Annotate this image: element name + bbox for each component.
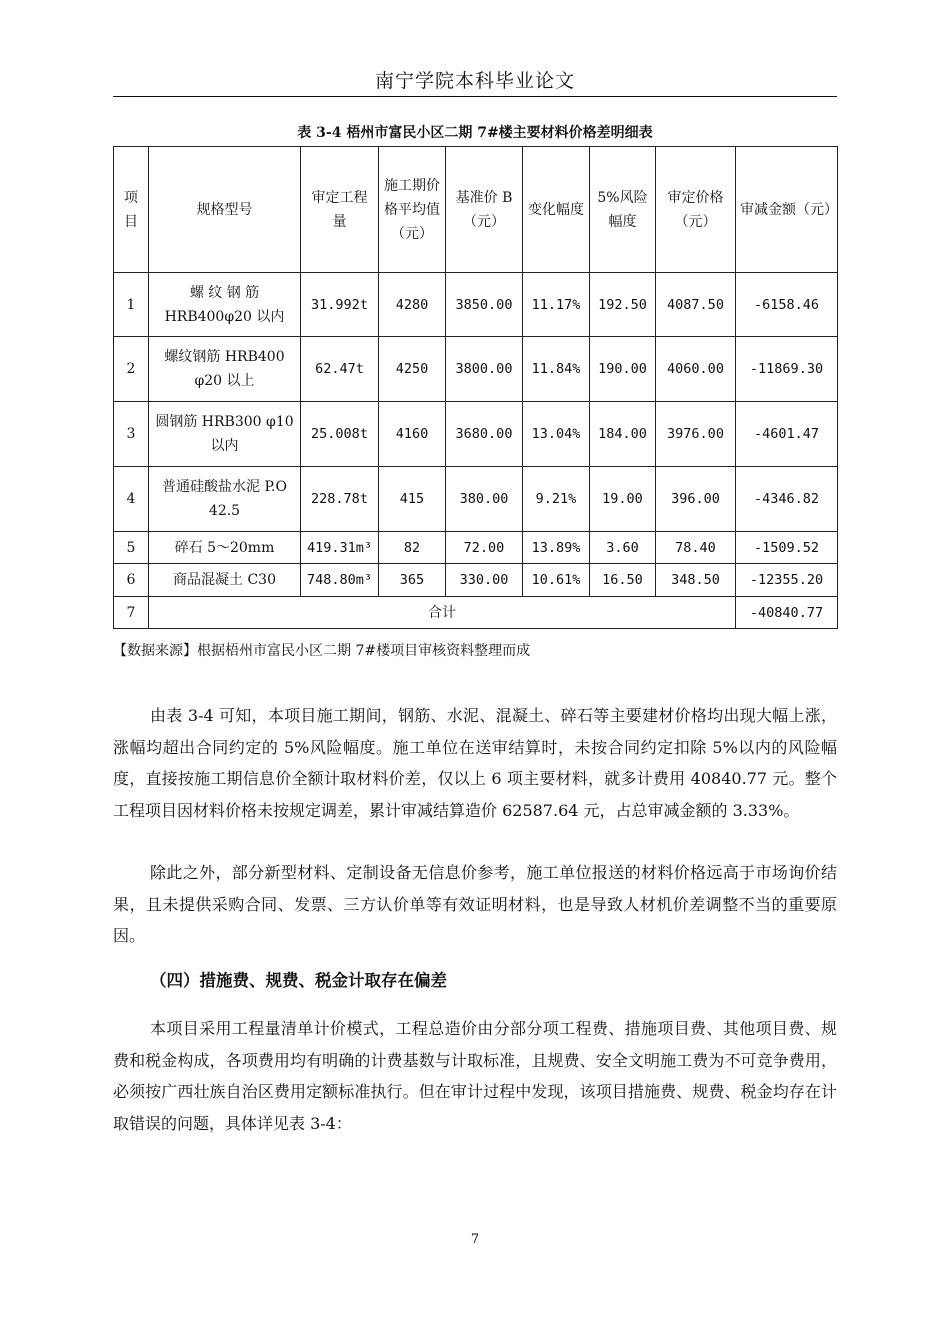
cell-reduction: -4346.82 xyxy=(736,467,838,532)
cell-approved: 348.50 xyxy=(656,564,736,597)
cell-base: 380.00 xyxy=(446,467,523,532)
page-number: 7 xyxy=(470,1232,480,1247)
col-header-base-price: 基准价 B（元） xyxy=(446,147,523,273)
cell-spec: 碎石 5～20mm xyxy=(149,532,301,564)
cell-approved: 78.40 xyxy=(656,532,736,564)
cell-risk: 3.60 xyxy=(590,532,656,564)
cell-period-price: 4160 xyxy=(379,402,446,467)
cell-reduction: -4601.47 xyxy=(736,402,838,467)
cell-spec: 商品混凝土 C30 xyxy=(149,564,301,597)
table-source-note: 【数据来源】根据梧州市富民小区二期 7#楼项目审核资料整理而成 xyxy=(113,643,531,659)
table-row xyxy=(114,564,838,597)
cell-reduction: -11869.30 xyxy=(736,337,838,402)
cell-base: 3850.00 xyxy=(446,273,523,337)
cell-no: 2 xyxy=(114,337,149,402)
cell-spec: 螺纹钢筋 HRB400 φ20 以上 xyxy=(149,337,301,402)
cell-period-price: 4280 xyxy=(379,273,446,337)
cell-period-price: 365 xyxy=(379,564,446,597)
cell-total-reduction: -40840.77 xyxy=(736,597,838,629)
cell-period-price: 415 xyxy=(379,467,446,532)
table-row xyxy=(114,402,838,467)
cell-risk: 184.00 xyxy=(590,402,656,467)
cell-risk: 19.00 xyxy=(590,467,656,532)
paragraph-text: 由表 3-4 可知，本项目施工期间，钢筋、水泥、混凝土、碎石等主要建材价格均出现大幅上涨，涨幅均超出合同约定的 5%风险幅度。施工单位在送审结算时，未按合同约定扣除 5%以内的风险幅度，直接按施工期信息价全额计取材料价差，仅以上 6 项主要材料，就多计费用 40840.77 元。整个工程项目因材料价格未按规定调差，累计审减结算造价 62587.64 元，占总审减金额的 3.33%。 xyxy=(113,706,837,820)
cell-approved: 396.00 xyxy=(656,467,736,532)
cell-no: 5 xyxy=(114,532,149,564)
cell-no: 1 xyxy=(114,273,149,337)
cell-reduction: -1509.52 xyxy=(736,532,838,564)
cell-reduction: -12355.20 xyxy=(736,564,838,597)
table-header-row xyxy=(114,147,838,273)
cell-period-price: 82 xyxy=(379,532,446,564)
paragraph-2 xyxy=(113,857,837,952)
cell-spec: 螺 纹 钢 筋 HRB400φ20 以内 xyxy=(149,273,301,337)
cell-base: 330.00 xyxy=(446,564,523,597)
cell-qty: 228.78t xyxy=(301,467,379,532)
col-header-period-price: 施工期价格平均值（元） xyxy=(379,147,446,273)
header-divider xyxy=(113,96,837,97)
paragraph-text: 本项目采用工程量清单计价模式，工程总造价由分部分项工程费、措施项目费、其他项目费、规费和税金构成，各项费用均有明确的计费基数与计取标准，且规费、安全文明施工费为不可竞争费用，必须按广西壮族自治区费用定额标准执行。但在审计过程中发现，该项目措施费、规费、税金均存在计取错误的问题，具体详见表 3-4： xyxy=(113,1019,837,1133)
col-header-risk: 5%风险幅度 xyxy=(590,147,656,273)
cell-spec: 圆钢筋 HRB300 φ10 以内 xyxy=(149,402,301,467)
cell-qty: 62.47t xyxy=(301,337,379,402)
cell-risk: 16.50 xyxy=(590,564,656,597)
table-row xyxy=(114,273,838,337)
cell-qty: 748.80m³ xyxy=(301,564,379,597)
cell-no: 7 xyxy=(114,597,149,629)
cell-no: 3 xyxy=(114,402,149,467)
paragraph-3 xyxy=(113,1013,837,1139)
cell-total-label: 合计 xyxy=(149,597,736,629)
cell-change: 9.21% xyxy=(523,467,590,532)
col-header-change: 变化幅度 xyxy=(523,147,590,273)
cell-change: 10.61% xyxy=(523,564,590,597)
section-heading: （四）措施费、规费、税金计取存在偏差 xyxy=(150,971,447,990)
cell-reduction: -6158.46 xyxy=(736,273,838,337)
cell-change: 11.84% xyxy=(523,337,590,402)
table-row xyxy=(114,467,838,532)
col-header-item: 项目 xyxy=(114,147,149,273)
paragraph-text: 除此之外，部分新型材料、定制设备无信息价参考，施工单位报送的材料价格远高于市场询价结果，且未提供采购合同、发票、三方认价单等有效证明材料，也是导致人材机价差调整不当的重要原因。 xyxy=(113,863,837,945)
cell-spec: 普通硅酸盐水泥 P.O 42.5 xyxy=(149,467,301,532)
table-title: 表 3-4 梧州市富民小区二期 7#楼主要材料价格差明细表 xyxy=(297,125,653,141)
cell-period-price: 4250 xyxy=(379,337,446,402)
cell-qty: 31.992t xyxy=(301,273,379,337)
cell-base: 3680.00 xyxy=(446,402,523,467)
cell-change: 13.89% xyxy=(523,532,590,564)
cell-no: 4 xyxy=(114,467,149,532)
table-row xyxy=(114,337,838,402)
col-header-spec: 规格型号 xyxy=(149,147,301,273)
table-row xyxy=(114,532,838,564)
cell-approved: 4087.50 xyxy=(656,273,736,337)
table-total-row xyxy=(114,597,838,629)
cell-no: 6 xyxy=(114,564,149,597)
page-header-title: 南宁学院本科毕业论文 xyxy=(374,70,575,92)
cell-risk: 192.50 xyxy=(590,273,656,337)
col-header-reduction: 审减金额（元） xyxy=(736,147,838,273)
cell-approved: 4060.00 xyxy=(656,337,736,402)
cell-qty: 25.008t xyxy=(301,402,379,467)
cell-change: 11.17% xyxy=(523,273,590,337)
col-header-quantity: 审定工程量 xyxy=(301,147,379,273)
cell-risk: 190.00 xyxy=(590,337,656,402)
col-header-approved-price: 审定价格（元） xyxy=(656,147,736,273)
paragraph-1 xyxy=(113,700,837,826)
cell-base: 72.00 xyxy=(446,532,523,564)
material-price-table xyxy=(113,146,838,629)
cell-change: 13.04% xyxy=(523,402,590,467)
cell-qty: 419.31m³ xyxy=(301,532,379,564)
cell-approved: 3976.00 xyxy=(656,402,736,467)
cell-base: 3800.00 xyxy=(446,337,523,402)
